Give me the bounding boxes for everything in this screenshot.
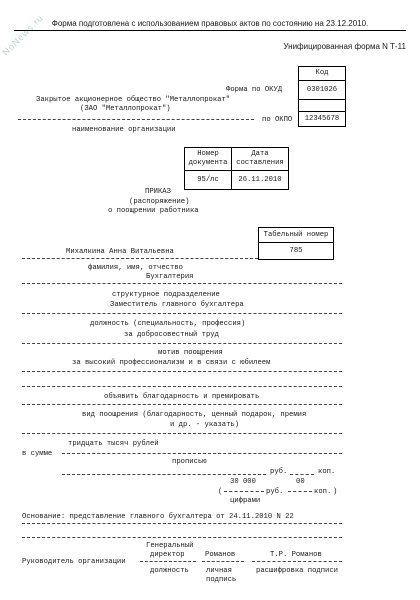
organization-line xyxy=(18,119,254,120)
sum-rub-label-1: руб. xyxy=(270,468,288,476)
doc-date-header-text: Дата составления xyxy=(236,150,284,167)
signer-signature: Романов xyxy=(205,551,236,559)
motive-line-3 xyxy=(22,386,342,387)
employee-name: Михалкина Анна Витальевна xyxy=(66,248,174,256)
doc-number: 95/лс xyxy=(184,170,232,190)
signer-position-line2: директор xyxy=(150,551,185,559)
order-title: ПРИКАЗ xyxy=(145,188,171,196)
motive-line xyxy=(22,343,342,344)
incentive-line-2 xyxy=(22,433,342,434)
motive-text-2: за высокий профессионализм и в связи с юбилеем xyxy=(72,359,271,367)
sum-rub-digits: 30 000 xyxy=(230,478,256,486)
caption-sign-line1: личная xyxy=(206,567,232,575)
sum-close-paren: ) xyxy=(333,488,338,496)
position: Заместитель главного бухгалтера xyxy=(110,301,244,309)
incentive-caption-1: вид поощрения (благодарность, ценный подарок, премия xyxy=(82,411,307,419)
form-name: Унифицированная форма N Т-11 xyxy=(283,42,406,51)
sum-kop-label-2: коп. xyxy=(314,488,332,496)
department-line xyxy=(22,283,342,284)
doc-number-header-text: Номер документа xyxy=(188,150,228,167)
doc-number-header xyxy=(184,147,232,171)
sum-open-paren: ( xyxy=(218,488,223,496)
head-label: Руководитель организации xyxy=(22,558,126,566)
basis-line-2 xyxy=(22,537,342,538)
basis-line xyxy=(22,523,342,524)
position-caption: должность (специальность, профессия) xyxy=(90,320,246,328)
motive-line-2 xyxy=(22,371,342,372)
sum-kop-digits-line xyxy=(288,491,312,492)
order-purpose: о поощрении работника xyxy=(108,207,199,215)
caption-decoding: расшифровка подписи xyxy=(256,567,338,575)
caption-position: должность xyxy=(150,567,189,575)
okpo-code: 12345678 xyxy=(298,111,346,127)
organization-name-line1: Закрытое акционерное общество "Металлопрокат" xyxy=(36,96,231,104)
okpo-label: по ОКПО xyxy=(262,116,293,124)
okud-code: 0301026 xyxy=(298,80,346,100)
motive-caption: мотив поощрения xyxy=(158,349,223,357)
organization-name-line2: (ЗАО "Металлопрокат") xyxy=(80,105,171,113)
motive-text: за добросовестный труд xyxy=(124,331,219,339)
signer-decoding: Т.Р. Романов xyxy=(270,551,322,559)
caption-sign-line2: подпись xyxy=(206,576,237,584)
watermark: NoNews.ru xyxy=(0,12,46,58)
signer-position-line xyxy=(140,561,196,562)
employee-name-line xyxy=(22,258,258,259)
order-subtitle: (распоряжение) xyxy=(129,198,190,206)
sum-digits-caption: цифрами xyxy=(230,497,261,505)
basis: Основание: представление главного бухгалтера от 24.11.2010 N 22 xyxy=(22,513,294,521)
position-line xyxy=(22,313,342,314)
legal-note: Форма подготовлена с использованием правовых актов по состоянию на 23.12.2010. xyxy=(14,18,406,31)
code-column-header: Код xyxy=(298,66,346,81)
sum-label: в сумме xyxy=(22,450,53,458)
sum-rub-digits-line xyxy=(224,491,264,492)
signer-decoding-line xyxy=(252,561,342,562)
sum-rub-blank-line xyxy=(62,474,266,475)
sum-words: тридцать тысяч рублей xyxy=(68,440,159,448)
doc-date-header xyxy=(231,147,289,171)
sum-rub-label-2: руб. xyxy=(266,488,284,496)
sum-words-line xyxy=(62,453,342,454)
sum-kop-label-1: коп. xyxy=(318,468,336,476)
incentive-caption-2: и др. - указать) xyxy=(170,421,240,429)
department-caption: структурное подразделение xyxy=(112,291,220,299)
doc-date: 26.11.2010 xyxy=(231,170,289,190)
department: Бухгалтерия xyxy=(146,273,194,281)
incentive-line xyxy=(22,404,342,405)
employee-name-caption: фамилия, имя, отчество xyxy=(88,264,183,272)
tab-number-header: Табельный номер xyxy=(258,227,334,243)
organization-caption: наименование организации xyxy=(72,126,176,134)
signer-signature-line xyxy=(202,561,244,562)
sum-words-caption: прописью xyxy=(172,458,207,466)
signer-position-line1: Генеральный xyxy=(146,542,194,550)
sum-kop-digits: 00 xyxy=(296,478,305,486)
tab-number: 785 xyxy=(258,242,334,260)
okud-label: Форма по ОКУД xyxy=(226,86,283,94)
sum-kop-blank-line xyxy=(290,474,314,475)
incentive-text: объявить благодарность и премировать xyxy=(104,393,260,401)
